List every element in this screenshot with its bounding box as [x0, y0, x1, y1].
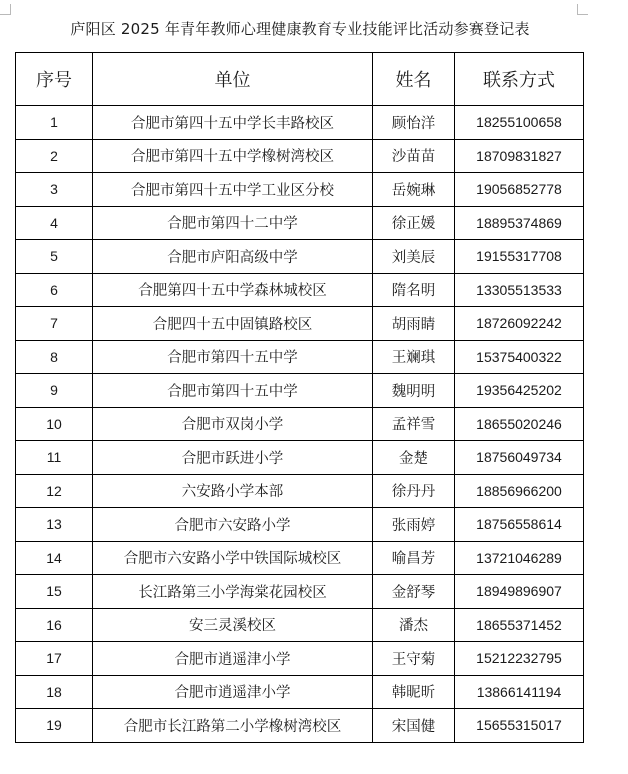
- cell-unit: 合肥市六安路小学中铁国际城校区: [93, 541, 373, 575]
- cell-phone: 18726092242: [455, 307, 584, 341]
- cell-unit: 合肥第四十五中学森林城校区: [93, 273, 373, 307]
- cell-phone: 18655371452: [455, 608, 584, 642]
- cell-name: 王守菊: [373, 642, 455, 676]
- page-corner-mark-right: [577, 4, 588, 15]
- cell-unit: 合肥市六安路小学: [93, 508, 373, 542]
- cell-phone: 13721046289: [455, 541, 584, 575]
- cell-seq: 4: [16, 206, 93, 240]
- cell-phone: 18655020246: [455, 407, 584, 441]
- table-row: [16, 206, 584, 240]
- cell-unit: 合肥市第四十五中学: [93, 374, 373, 408]
- cell-name: 隋名明: [373, 273, 455, 307]
- cell-name: 胡雨睛: [373, 307, 455, 341]
- table-row: [16, 675, 584, 709]
- cell-phone: 18895374869: [455, 206, 584, 240]
- registration-table: [15, 52, 584, 743]
- table-body: [16, 106, 584, 743]
- cell-seq: 9: [16, 374, 93, 408]
- cell-name: 孟祥雪: [373, 407, 455, 441]
- cell-seq: 13: [16, 508, 93, 542]
- cell-phone: 18856966200: [455, 474, 584, 508]
- page-corner-mark-left: [0, 4, 11, 15]
- table-row: [16, 608, 584, 642]
- cell-unit: 合肥市逍遥津小学: [93, 642, 373, 676]
- cell-phone: 19356425202: [455, 374, 584, 408]
- cell-phone: 15655315017: [455, 709, 584, 743]
- cell-unit: 合肥市逍遥津小学: [93, 675, 373, 709]
- cell-unit: 合肥市第四十五中学长丰路校区: [93, 106, 373, 140]
- cell-name: 韩昵昕: [373, 675, 455, 709]
- cell-name: 岳婉琳: [373, 173, 455, 207]
- cell-seq: 3: [16, 173, 93, 207]
- table-row: [16, 240, 584, 274]
- cell-unit: 安三灵溪校区: [93, 608, 373, 642]
- cell-phone: 18949896907: [455, 575, 584, 609]
- cell-name: 金楚: [373, 441, 455, 475]
- header-name: 姓名: [373, 53, 455, 106]
- cell-phone: 13305513533: [455, 273, 584, 307]
- cell-unit: 合肥市第四十五中学: [93, 340, 373, 374]
- table-row: [16, 709, 584, 743]
- cell-unit: 合肥市庐阳高级中学: [93, 240, 373, 274]
- cell-unit: 长江路第三小学海棠花园校区: [93, 575, 373, 609]
- table-row: [16, 139, 584, 173]
- cell-seq: 8: [16, 340, 93, 374]
- cell-name: 金舒琴: [373, 575, 455, 609]
- cell-phone: 15375400322: [455, 340, 584, 374]
- cell-phone: 19056852778: [455, 173, 584, 207]
- table-row: [16, 340, 584, 374]
- cell-unit: 六安路小学本部: [93, 474, 373, 508]
- table-row: [16, 273, 584, 307]
- cell-unit: 合肥市第四十五中学工业区分校: [93, 173, 373, 207]
- table-row: [16, 441, 584, 475]
- cell-phone: 18756558614: [455, 508, 584, 542]
- cell-seq: 11: [16, 441, 93, 475]
- cell-seq: 16: [16, 608, 93, 642]
- table-row: [16, 541, 584, 575]
- header-phone: 联系方式: [455, 53, 584, 106]
- header-seq: 序号: [16, 53, 93, 106]
- cell-phone: 19155317708: [455, 240, 584, 274]
- cell-phone: 18756049734: [455, 441, 584, 475]
- cell-seq: 2: [16, 139, 93, 173]
- table-row: [16, 508, 584, 542]
- cell-unit: 合肥市双岗小学: [93, 407, 373, 441]
- cell-unit: 合肥市长江路第二小学橡树湾校区: [93, 709, 373, 743]
- cell-name: 宋国健: [373, 709, 455, 743]
- table-row: [16, 575, 584, 609]
- cell-name: 顾怡洋: [373, 106, 455, 140]
- cell-name: 潘杰: [373, 608, 455, 642]
- cell-name: 徐丹丹: [373, 474, 455, 508]
- cell-seq: 1: [16, 106, 93, 140]
- cell-seq: 10: [16, 407, 93, 441]
- cell-unit: 合肥市第四十五中学橡树湾校区: [93, 139, 373, 173]
- cell-phone: 13866141194: [455, 675, 584, 709]
- table-row: [16, 106, 584, 140]
- table-header-row: [16, 53, 584, 106]
- cell-name: 徐正媛: [373, 206, 455, 240]
- table-row: [16, 374, 584, 408]
- cell-name: 喻昌芳: [373, 541, 455, 575]
- cell-seq: 5: [16, 240, 93, 274]
- cell-name: 魏明明: [373, 374, 455, 408]
- cell-phone: 18255100658: [455, 106, 584, 140]
- cell-phone: 18709831827: [455, 139, 584, 173]
- cell-unit: 合肥市跃进小学: [93, 441, 373, 475]
- cell-seq: 6: [16, 273, 93, 307]
- table-row: [16, 307, 584, 341]
- cell-phone: 15212232795: [455, 642, 584, 676]
- table-row: [16, 474, 584, 508]
- header-unit: 单位: [93, 53, 373, 106]
- document-title: 庐阳区 2025 年青年教师心理健康教育专业技能评比活动参赛登记表: [70, 20, 530, 38]
- cell-unit: 合肥市第四十二中学: [93, 206, 373, 240]
- cell-unit: 合肥四十五中固镇路校区: [93, 307, 373, 341]
- cell-seq: 19: [16, 709, 93, 743]
- cell-name: 王斓琪: [373, 340, 455, 374]
- cell-name: 张雨婷: [373, 508, 455, 542]
- table-row: [16, 642, 584, 676]
- cell-seq: 18: [16, 675, 93, 709]
- cell-name: 刘美辰: [373, 240, 455, 274]
- cell-seq: 7: [16, 307, 93, 341]
- table-row: [16, 407, 584, 441]
- cell-name: 沙苗苗: [373, 139, 455, 173]
- cell-seq: 14: [16, 541, 93, 575]
- cell-seq: 12: [16, 474, 93, 508]
- table-row: [16, 173, 584, 207]
- cell-seq: 15: [16, 575, 93, 609]
- cell-seq: 17: [16, 642, 93, 676]
